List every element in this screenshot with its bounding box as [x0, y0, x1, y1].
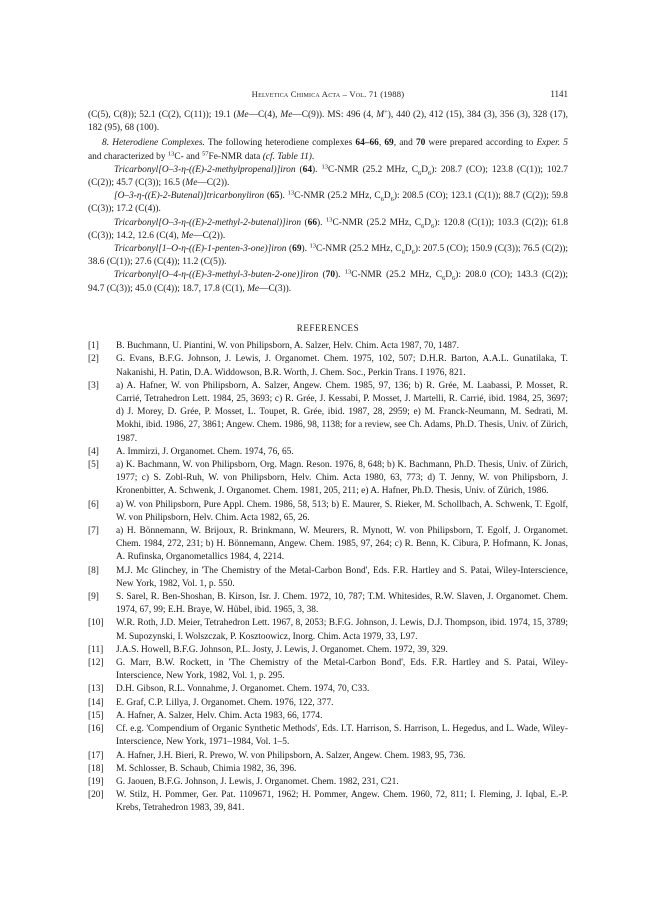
reference-number: [13]: [88, 684, 104, 695]
reference-number: [10]: [88, 618, 104, 629]
reference-item: [88, 697, 568, 710]
page-number: 1141: [550, 89, 568, 99]
reference-text: a) W. von Philipsborn, Pure Appl. Chem. 1986, 58, 513; b) E. Maurer, S. Rieker, M. Schollbach, A. Schwenk, T. Egolf, W. von Philipsborn, Helv. Chim. Acta 1982, 65, 26.: [116, 499, 568, 523]
reference-item: [88, 591, 568, 617]
compound-nmr-data: $^{13}$C-NMR (25.2 MHz, $C_6D_6$): 208.7 (CO); 123.8 (C(1)); 102.7 (C(2)); 45.7 (C(3)); 16.5 (Me—C(2)).: [88, 163, 568, 189]
reference-item: [88, 710, 568, 723]
page-header: [88, 88, 568, 102]
reference-text: M.J. Mc Glinchey, in 'The Chemistry of the Metal-Carbon Bond', Eds. F.R. Hartley and S. Patai, Wiley-Interscience, New York, 1982, Vol. 1, p. 550.: [116, 565, 568, 589]
reference-number: [17]: [88, 750, 104, 761]
reference-text: G. Marr, B.W. Rockett, in 'The Chemistry of the Metal-Carbon Bond', Eds. F.R. Hartley and S. Patai, Wiley-Interscience, New York, 1982, Vol. 1, p. 295.: [116, 658, 568, 682]
reference-item: [88, 776, 568, 789]
reference-item: [88, 499, 568, 525]
compound-entry-69: [88, 243, 568, 269]
reference-text: A. Hafner, J.H. Bieri, R. Prewo, W. von Philipsborn, A. Salzer, Angew. Chem. 1983, 95, 736.: [116, 750, 466, 761]
reference-item: [88, 525, 568, 565]
reference-text: G. Evans, B.F.G. Johnson, J. Lewis, J. Organomet. Chem. 1975, 102, 507; D.H.R. Barton, A.A.L. Gunatilaka, T. Nakanishi, H. Patin, D.A. Widdowson, B.R. Worth, J. Chem. Soc., Perkin Trans. I 1976, 821.: [116, 354, 568, 378]
reference-text: a) H. Bönnemann, W. Brijoux, R. Brinkmann, W. Meurers, R. Mynott, W. von Philipsborn, T. Egolf, J. Organomet. Chem. 1984, 272, 231; b) H. Bönnemann, Angew. Chem. 1985, 97, 264; c) R. Benn, K. Cibura, P. Hofmann, K. Jonas, A. Rufinska, Organometallics 1984, 4, 2214.: [116, 526, 568, 563]
references-section: [88, 322, 568, 816]
reference-number: [12]: [88, 658, 104, 669]
compound-name: Tricarbonyl[O–3-η-((E)-2-methylpropenal)]iron: [114, 164, 296, 175]
reference-text: B. Buchmann, U. Piantini, W. von Philipsborn, A. Salzer, Helv. Chim. Acta 1987, 70, 1487.: [116, 341, 460, 352]
reference-number: [1]: [88, 341, 99, 352]
reference-number: [2]: [88, 354, 99, 365]
reference-text: G. Jaouen, B.F.G. Johnson, J. Lewis, J. Organomet. Chem. 1982, 231, C21.: [116, 776, 399, 787]
compound-entry-64: [88, 164, 568, 190]
compound-nmr-data: $^{13}$C-NMR (25.2 MHz, $C_6D_6$): 120.8 (C(1)); 103.3 (C(2)); 61.8 (C(3)); 14.2, 12.6 (C(4), Me—C(2)).: [88, 216, 569, 241]
reference-text: E. Graf, C.P. Lillya, J. Organomet. Chem. 1976, 122, 377.: [116, 697, 334, 708]
reference-number: [6]: [88, 499, 99, 510]
reference-text: a) A. Hafner, W. von Philipsborn, A. Salzer, Angew. Chem. 1985, 97, 136; b) R. Grée, M. Laabassi, P. Mosset, R. Carrié, Tetrahedron Lett. 1984, 25, 3693; c) R. Grée, J. Kessabi, P. Mosset, J. Martelli, R. Carrié, ibid. 1984, 25, 3697; d) J. Morey, D. Grée, P. Mosset, L. Toupet, R. Grée, ibid. 1987, 28, 2959; e) M. Franck-Neumann, M. Sedrati, M. Mokhi, ibid. 1986, 27, 3861; Angew. Chem. 1986, 98, 1138; for a review, see Ch. Adams, Ph.D. Thesis, Univ. of Zürich, 1987.: [116, 380, 568, 444]
reference-text: D.H. Gibson, R.L. Vonnahme, J. Organomet. Chem. 1974, 70, C33.: [116, 684, 370, 695]
reference-item: [88, 644, 568, 657]
compound-name: Tricarbonyl[1–O-η-((E)-1-penten-3-one)]iron: [114, 244, 287, 255]
reference-item: [88, 565, 568, 591]
compound-number: (70).: [322, 270, 341, 281]
reference-text: M. Schlosser, B. Schaub, Chimia 1982, 36, 396.: [116, 763, 297, 774]
reference-text: J.A.S. Howell, B.F.G. Johnson, P.L. Josty, J. Lewis, J. Organomet. Chem. 1972, 39, 329.: [116, 644, 448, 655]
reference-number: [9]: [88, 592, 99, 603]
reference-item: [88, 380, 568, 446]
compound-number: (69).: [289, 244, 307, 255]
compound-number: (64).: [299, 164, 318, 175]
compound-name: [O–3-η-((E)-2-Butenal)]tricarbonyliron: [114, 191, 265, 202]
reference-item: [88, 683, 568, 696]
section-heading: 8. Heterodiene Complexes.: [102, 138, 205, 149]
reference-text: A. Immirzi, J. Organomet. Chem. 1974, 76, 65.: [116, 446, 294, 457]
section-text: The following heterodiene complexes 64–66, 69, and 70 were prepared according to Exper. 5 and characterized by $^{13}$C- and $^{57}$Fe-NMR data (cf. Table 11).: [88, 138, 568, 162]
compound-number: (66).: [304, 217, 323, 228]
reference-number: [15]: [88, 710, 104, 721]
reference-list: [88, 340, 568, 815]
reference-number: [14]: [88, 697, 104, 708]
compound-name: Tricarbonyl[O–4-η-((E)-3-methyl-3-buten-2-one)]iron: [114, 270, 319, 281]
reference-item: [88, 789, 568, 815]
reference-text: Cf. e.g. 'Compendium of Organic Synthetic Methods', Eds. I.T. Harrison, S. Harrison, L. Hegedus, and L. Wade, Wiley-Interscience, New York, 1971–1984, Vol. 1–5.: [116, 724, 568, 748]
reference-item: [88, 750, 568, 763]
reference-text: A. Hafner, A. Salzer, Helv. Chim. Acta 1983, 66, 1774.: [116, 710, 323, 721]
compound-entry-66: [88, 217, 568, 243]
running-head: Helvetica Chimica Acta – Vol. 71 (1988): [251, 89, 405, 99]
reference-item: [88, 763, 568, 776]
reference-number: [5]: [88, 460, 99, 471]
compound-name: Tricarbonyl[O–3-η-((E)-2-methyl-2-butenal)]iron: [114, 217, 302, 228]
reference-text: W. Stilz, H. Pommer, Ger. Pat. 1109671, 1962; H. Pommer, Angew. Chem. 1960, 72, 811; I. Fleming, J. Iqbal, E.-P. Krebs, Tetrahedron 1983, 39, 841.: [116, 790, 568, 814]
compound-nmr-data: $^{13}$C-NMR (25.2 MHz, $C_6D_6$): 208.5 (CO); 123.1 (C(1)); 88.7 (C(2)); 59.8 (C(3)); 17.2 (C(4)).: [88, 189, 568, 215]
reference-item: [88, 617, 568, 643]
reference-number: [16]: [88, 724, 104, 735]
reference-text: S. Sarel, R. Ben-Shoshan, B. Kirson, Isr. J. Chem. 1972, 10, 787; T.M. Whitesides, R.W. Slaven, J. Organomet. Chem. 1974, 67, 99; E.H. Braye, W. Hübel, ibid. 1965, 3, 38.: [116, 592, 568, 616]
compound-entry-65: [88, 190, 568, 216]
heterodiene-paragraph: [88, 137, 568, 163]
reference-text: a) K. Bachmann, W. von Philipsborn, Org. Magn. Reson. 1976, 8, 648; b) K. Bachmann, Ph.D. Thesis, Univ. of Zürich, 1977; c) S. Zobl-Ruh, W. von Philipsborn, Helv. Chim. Acta 1980, 63, 773; d) T. Jenny, W. von Philipsborn, J. Kronenbitter, A. Schwenk, J. Organomet. Chem. 1981, 205, 211; e) A. Hafner, Ph.D. Thesis, Univ. of Zürich, 1986.: [116, 460, 568, 497]
reference-number: [18]: [88, 763, 104, 774]
reference-number: [8]: [88, 565, 99, 576]
reference-item: [88, 353, 568, 379]
reference-number: [4]: [88, 446, 99, 457]
reference-number: [20]: [88, 790, 104, 801]
reference-item: [88, 657, 568, 683]
compound-nmr-data: $^{13}$C-NMR (25.2 MHz, $C_6D_6$): 208.0 (CO); 143.3 (C(2)); 94.7 (C(3)); 45.0 (C(4)); 18.7, 17.8 (C(1), Me—C(3)).: [88, 268, 569, 294]
reference-item: [88, 446, 568, 459]
reference-item: [88, 723, 568, 749]
reference-item: [88, 340, 568, 353]
references-heading: REFERENCES: [296, 323, 360, 333]
compound-nmr-data: $^{13}$C-NMR (25.2 MHz, $C_6D_6$): 207.5 (CO); 150.9 (C(3)); 76.5 (C(2)); 38.6 (C(1)); 27.6 (C(4)); 11.2 (C(5)).: [88, 242, 569, 268]
reference-text: W.R. Roth, J.D. Meier, Tetrahedron Lett. 1967, 8, 2053; B.F.G. Johnson, J. Lewis, D.J. Thompson, ibid. 1974, 15, 3789; M. Supozynski, I. Wolszczak, P. Kosztoowicz, Inorg. Chim. Acta 1979, 33, L97.: [116, 618, 568, 642]
reference-number: [19]: [88, 776, 104, 787]
reference-number: [3]: [88, 380, 99, 391]
reference-number: [11]: [88, 644, 104, 655]
reference-number: [7]: [88, 526, 99, 537]
reference-item: [88, 459, 568, 499]
compound-number: (65).: [266, 191, 285, 202]
continued-text: (C(5), C(8)); 52.1 (C(2), C(11)); 19.1 (Me—C(4), Me—C(9)). MS: 496 (4, M+), 440 (2), 412 (15), 384 (3), 356 (3), 328 (17), 182 (95), 68 (100).: [88, 108, 568, 134]
experimental-section: [88, 109, 568, 296]
compound-entry-70: [88, 269, 568, 295]
